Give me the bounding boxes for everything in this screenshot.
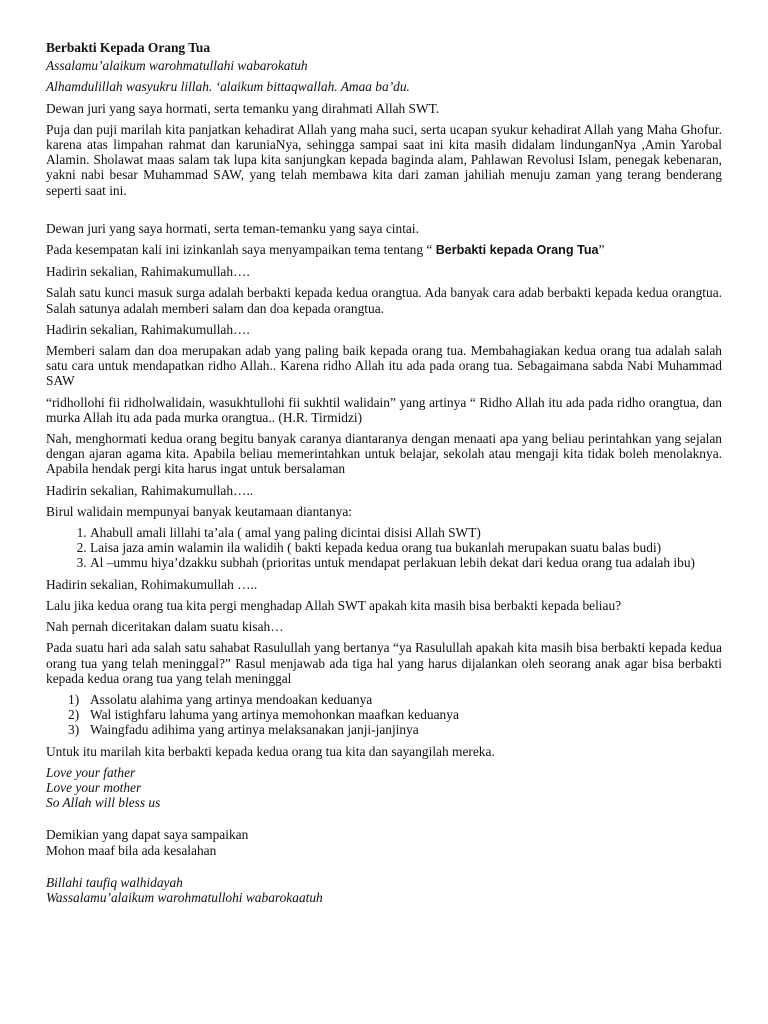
theme-line (46, 242, 722, 258)
opening-greeting: Assalamu’alaikum warohmatullahi wabarokatuh (46, 58, 308, 74)
list-marker: 2) (68, 707, 80, 723)
poem-line: Love your mother (46, 779, 142, 795)
closing-line-2: Mohon maaf bila ada kesalahan (46, 842, 217, 858)
address-juri-2: Dewan juri yang saya hormati, serta teman-temanku yang saya cintai. (46, 220, 419, 236)
birul-intro: Birul walidain mempunyai banyak keutamaan diantanya: (46, 503, 353, 519)
list-item (46, 692, 722, 707)
list-item-text: Wal istighfaru lahuma yang artinya memohonkan maafkan keduanya (90, 707, 459, 723)
speech-text (46, 40, 722, 905)
paragraph-salam-doa: Memberi salam dan doa merupakan adab yang paling baik kepada orang tua. Membahagiakan kedua orang tua adalah salah satu cara untuk mendapatkan ridho Allah.. Karena ridho Allah itu ada pada orang tua. Sebagaimana sabda Nabi Muhammad SAW (46, 343, 722, 389)
three-deeds-list (46, 692, 722, 738)
list-item (46, 707, 722, 722)
paragraph-menghormati: Nah, menghormati kedua orang begitu banyak caranya diantaranya dengan menaati apa yang beliau perintahkan yang sejalan dengan ajaran agama kita. Apabila beliau memerintahkan untuk belajar, sekolah atau mengaji kita tidak boleh menolaknya. Apabila hendak pergi kita harus ingat untuk bersalaman (46, 431, 722, 477)
hadirin-1: Hadirin sekalian, Rahimakumullah…. (46, 264, 250, 280)
story-intro: Nah pernah diceritakan dalam suatu kisah… (46, 619, 284, 635)
list-item-text: Assolatu alahima yang artinya mendoakan keduanya (90, 691, 373, 707)
document-title: Berbakti Kepada Orang Tua (46, 40, 211, 55)
spacer (46, 810, 722, 827)
closing-greeting: Wassalamu’alaikum warohmatullohi wabarokaatuh (46, 889, 323, 905)
list-marker: 3) (68, 722, 80, 738)
poem-line: Love your father (46, 764, 136, 780)
birul-walidain-list (46, 525, 722, 571)
paragraph-story: Pada suatu hari ada salah satu sahabat Rasulullah yang bertanya “ya Rasulullah apakah kita masih bisa berbakti kepada kedua orang tua yang telah meninggal?” Rasul menjawab ada tiga hal yang harus dijalankan oleh seorang anak agar bisa berbakti kepada kedua orang tua yang telah meninggal (46, 640, 722, 686)
theme-title: Berbakti kepada Orang Tua (435, 243, 599, 258)
question-line: Lalu jika kedua orang tua kita pergi menghadap Allah SWT apakah kita masih bisa berbakti kepada beliau? (46, 597, 622, 613)
hamdalah: Alhamdulillah wasyukru lillah. ‘alaikum bittaqwallah. Amaa ba’du. (46, 79, 410, 95)
paragraph-puji: Puja dan puji marilah kita panjatkan kehadirat Allah yang maha suci, serta ucapan syukur kehadirat Allah yang Maha Ghofur. karena atas limpahan rahmat dan karuniaNya, sehingga sampai saat ini kita masih didalam lindunganNya ,Amin Yarobal Alamin. Sholawat maas salam tak lupa kita sanjungkan kepada baginda alam, Pahlawan Revolusi Islam, penegak kebenaran, yakni nabi besar Muhammad SAW, yang telah membawa kita dari zaman jahiliah menuju zaman yang terang benderang seperti saat ini. (46, 121, 722, 198)
spacer (46, 204, 722, 221)
theme-intro: Pada kesempatan kali ini izinkanlah saya menyampaikan tema tentang “ (46, 242, 436, 258)
theme-close: ” (598, 242, 605, 258)
hadirin-4: Hadirin sekalian, Rohimakumullah ….. (46, 576, 258, 592)
spacer (46, 858, 722, 875)
list-marker: 1) (68, 691, 80, 707)
list-item: 1. Ahabull amali lillahi ta’ala ( amal yang paling dicintai disisi Allah SWT) (90, 525, 722, 540)
conclusion: Untuk itu marilah kita berbakti kepada kedua orang tua kita dan sayangilah mereka. (46, 743, 495, 759)
hadirin-3: Hadirin sekalian, Rahimakumullah….. (46, 482, 254, 498)
list-item (46, 722, 722, 737)
poem-line: So Allah will bless us (46, 795, 161, 811)
list-item: 2. Laisa jaza amin walamin ila walidih ( bakti kepada kedua orang tua bukanlah merupakan suatu balas budi) (90, 540, 722, 555)
address-juri-1: Dewan juri yang saya hormati, serta temanku yang dirahmati Allah SWT. (46, 100, 440, 116)
billahi-line: Billahi taufiq walhidayah (46, 874, 183, 890)
list-item: 3. Al –ummu hiya’dzakku subhah (prioritas untuk mendapat perlakuan lebih dekat dari kedua orang tua adalah ibu) (90, 555, 722, 570)
hadirin-2: Hadirin sekalian, Rahimakumullah…. (46, 321, 250, 337)
paragraph-kunci-surga: Salah satu kunci masuk surga adalah berbakti kepada kedua orangtua. Ada banyak cara adab berbakti kepada kedua orangtua. Salah satunya adalah memberi salam dan doa kepada orangtua. (46, 285, 722, 316)
closing-line-1: Demikian yang dapat saya sampaikan (46, 827, 249, 843)
paragraph-hadith: “ridhollohi fii ridholwalidain, wasukhtullohi fii sukhtil walidain” yang artinya “ Ridho Allah itu ada pada ridho orangtua, dan murka Allah itu ada pada murka orangtua.. (H.R. Tirmidzi) (46, 394, 722, 425)
list-item-text: Waingfadu adihima yang artinya melaksanakan janji-janjinya (90, 722, 419, 738)
